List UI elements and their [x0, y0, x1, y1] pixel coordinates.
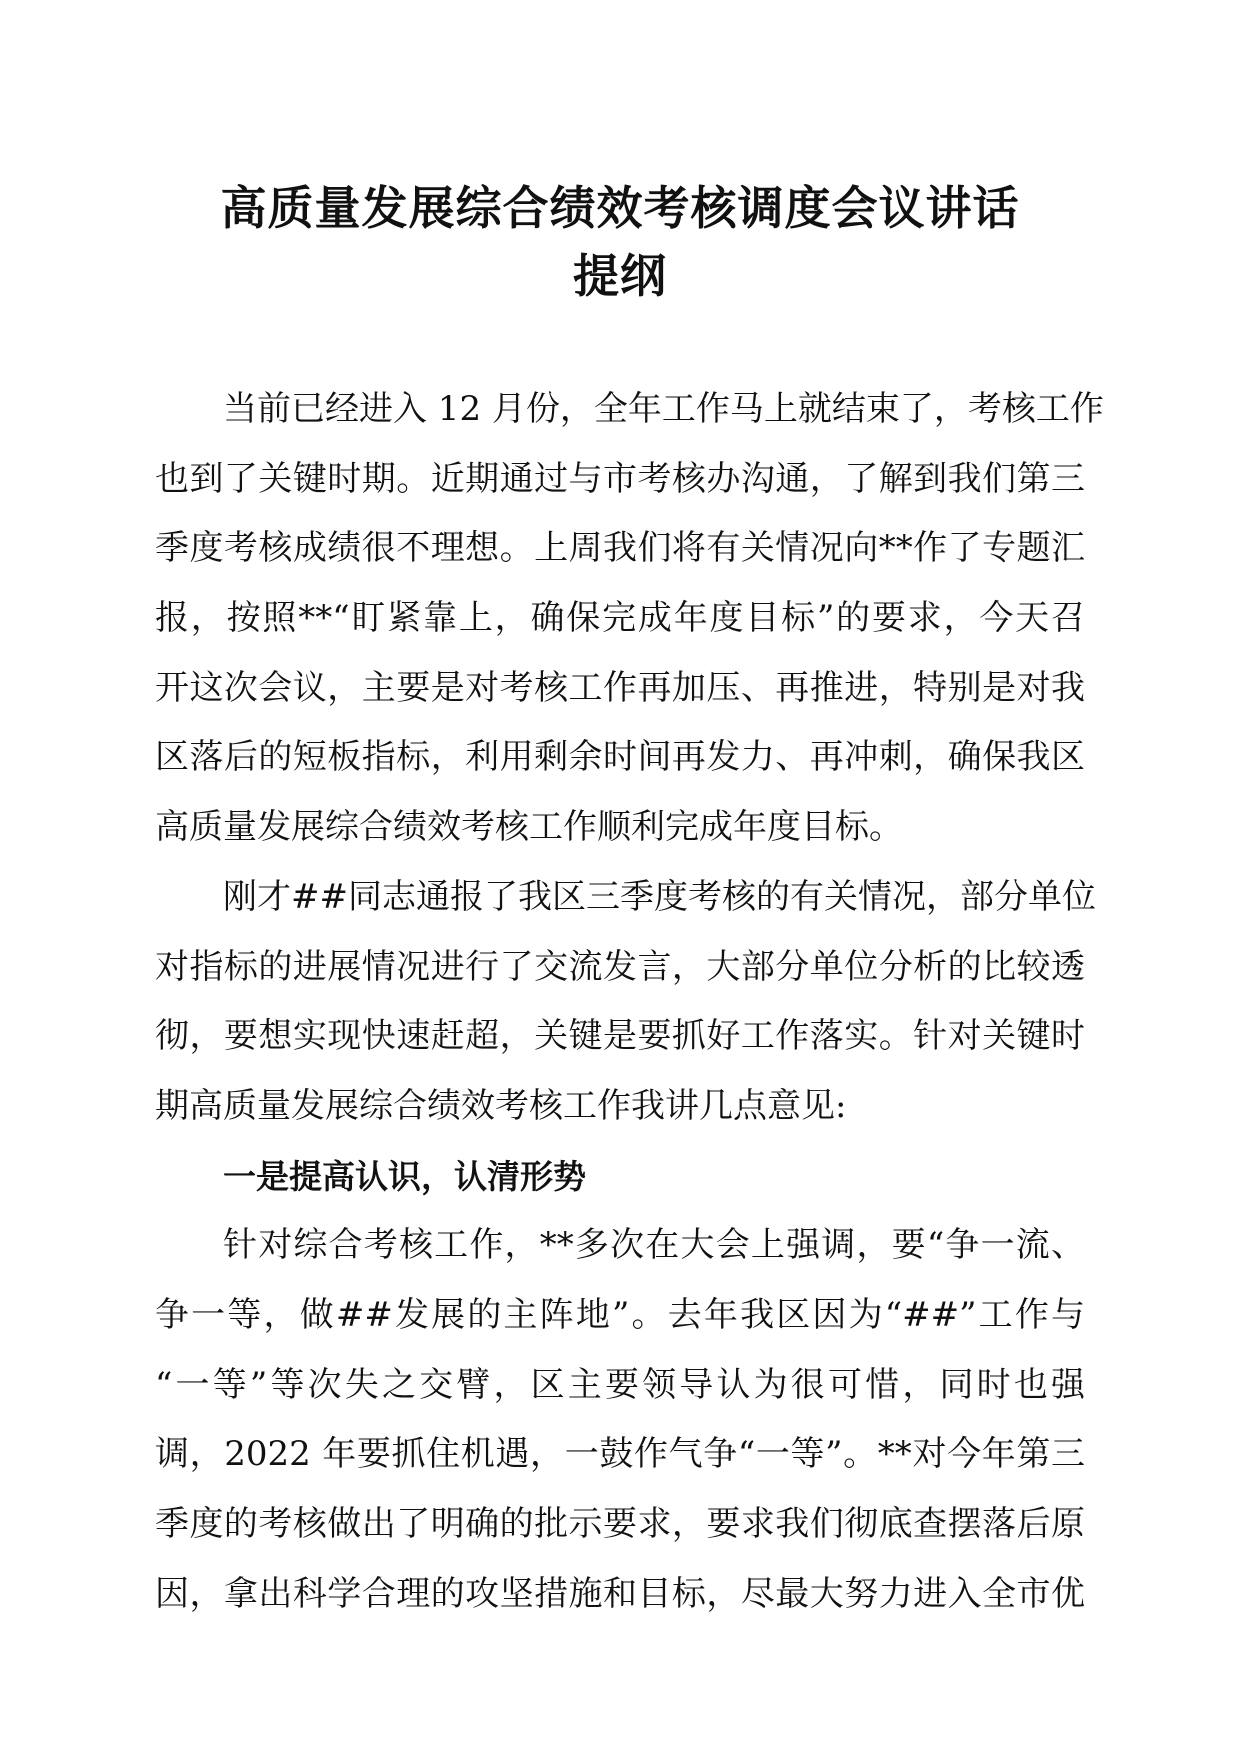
paragraph-2-line-2: 对指标的进展情况进行了交流发言，大部分单位分析的比较透 [155, 946, 1085, 987]
document-body [155, 375, 1104, 1629]
document-title-line-2: 提纲 [573, 249, 667, 303]
paragraph-1-line-3: 季度考核成绩很不理想。上周我们将有关情况向**作了专题汇 [155, 528, 1085, 569]
paragraph-2-line-4: 期高质量发展综合绩效考核工作我讲几点意见: [155, 1085, 847, 1126]
paragraph-3-line-4: 调，2022 年要抓住机遇，一鼓作气争“一等”。**对今年第三 [155, 1434, 1085, 1475]
paragraph-3-line-3: “一等”等次失之交臂，区主要领导认为很可惜，同时也强 [155, 1364, 1085, 1405]
paragraph-1-line-4: 报，按照**“盯紧靠上，确保完成年度目标”的要求，今天召 [155, 598, 1085, 639]
paragraph-1-line-1: 当前已经进入 12 月份，全年工作马上就结束了，考核工作 [223, 389, 1104, 429]
paragraph-1-line-6: 区落后的短板指标，利用剩余时间再发力、再冲刺，确保我区 [155, 737, 1085, 778]
paragraph-1-line-7: 高质量发展综合绩效考核工作顺利完成年度目标。 [155, 807, 903, 848]
document-title-line-1: 高质量发展综合绩效考核调度会议讲话 [220, 181, 1020, 235]
paragraph-1-line-5: 开这次会议，主要是对考核工作再加压、再推进，特别是对我 [155, 667, 1085, 708]
section-heading-1: 一是提高认识，认清形势 [223, 1156, 586, 1196]
paragraph-2-line-1: 刚才##同志通报了我区三季度考核的有关情况，部分单位 [223, 876, 1096, 917]
paragraph-1-line-2: 也到了关键时期。近期通过与市考核办沟通，了解到我们第三 [155, 458, 1085, 499]
paragraph-3-line-6: 因，拿出科学合理的攻坚措施和目标，尽最大努力进入全市优 [155, 1573, 1085, 1614]
paragraph-3-line-5: 季度的考核做出了明确的批示要求，要求我们彻底查摆落后原 [155, 1504, 1085, 1544]
paragraph-2-line-3: 彻，要想实现快速赶超，关键是要抓好工作落实。针对关键时 [155, 1016, 1085, 1057]
paragraph-3-line-1: 针对综合考核工作，**多次在大会上强调，要“争一流、 [223, 1225, 1085, 1266]
paragraph-3-line-2: 争一等，做##发展的主阵地”。去年我区因为“##”工作与 [155, 1294, 1085, 1335]
